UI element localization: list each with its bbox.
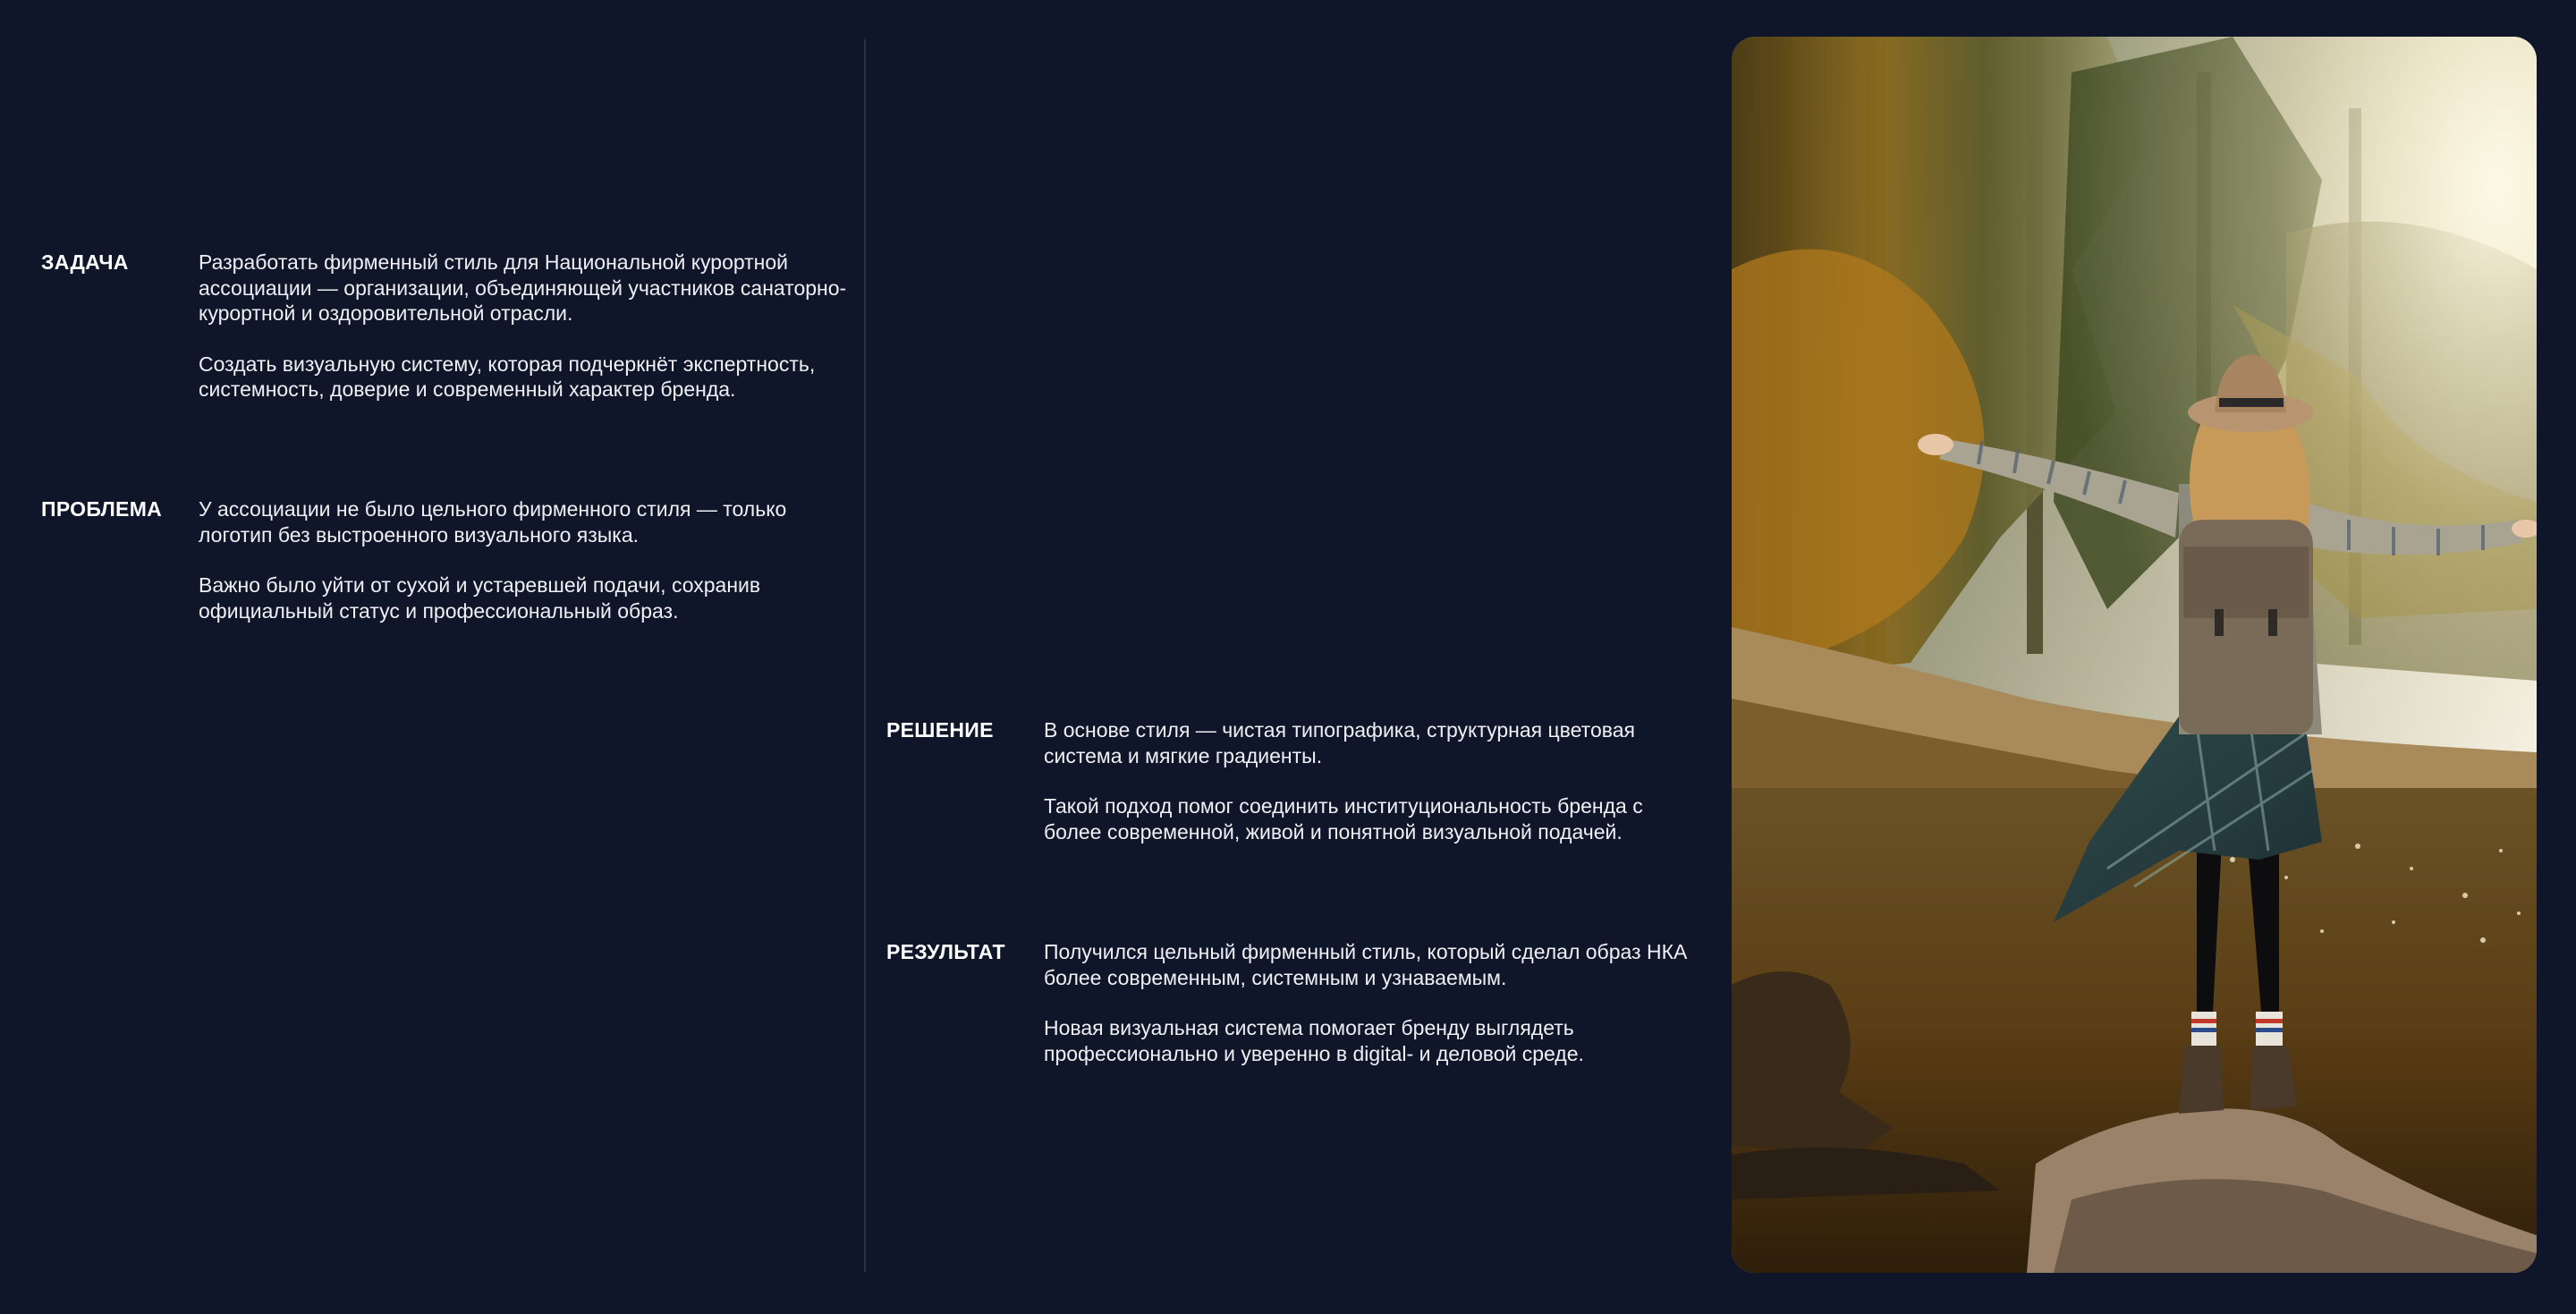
- problem-paragraph-1: У ассоциации не было цельного фирменного стиля — только логотип без выстроенного визуального языка.: [199, 497, 787, 547]
- vertical-divider: [864, 39, 866, 1272]
- task-text: [199, 250, 860, 403]
- solution-paragraph-1: В основе стиля — чистая типографика, структурная цветовая система и мягкие градиенты.: [1044, 718, 1635, 767]
- result-label: РЕЗУЛЬТАТ: [886, 940, 1005, 963]
- problem-text: [199, 496, 860, 623]
- task-label: ЗАДАЧА: [41, 250, 129, 274]
- task-paragraph-1: Разработать фирменный стиль для Национальной курортной ассоциации — организации, объединяющей участников санаторно-курортной и оздоровительной отрасли.: [199, 250, 847, 325]
- problem-paragraph-2: Важно было уйти от сухой и устаревшей подачи, сохранив официальный статус и профессиональный образ.: [199, 573, 761, 623]
- solution-paragraph-2: Такой подход помог соединить институциональность бренда с более современной, живой и понятной визуальной подачей.: [1044, 794, 1643, 844]
- solution-label: РЕШЕНИЕ: [886, 718, 994, 742]
- hiker-photo: [1732, 37, 2537, 1273]
- problem-label: ПРОБЛЕМА: [41, 497, 163, 521]
- solution-text: [1044, 717, 1706, 844]
- result-paragraph-2: Новая визуальная система помогает бренду выглядеть профессионально и уверенно в digital- и деловой среде.: [1044, 1016, 1584, 1065]
- result-text: [1044, 939, 1706, 1066]
- task-paragraph-2: Создать визуальную систему, которая подчеркнёт экспертность, системность, доверие и современный характер бренда.: [199, 352, 816, 401]
- result-paragraph-1: Получился цельный фирменный стиль, который сделал образ НКА более современным, системным и узнаваемым.: [1044, 940, 1688, 989]
